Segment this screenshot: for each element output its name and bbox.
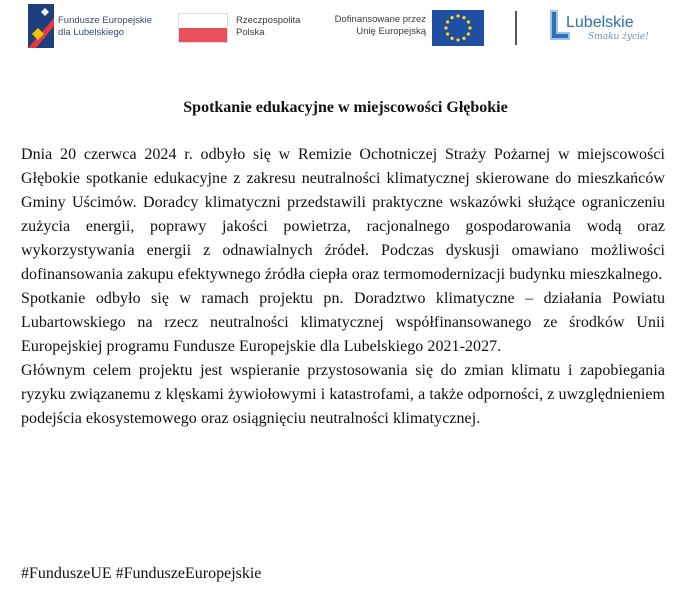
fundusze-logo-line2: dla Lubelskiego — [58, 27, 125, 38]
fundusze-logo-line1: Fundusze Europejskie — [58, 15, 152, 26]
eu-logo-line2: Unię Europejską — [356, 26, 426, 37]
fundusze-europejskie-icon — [28, 4, 54, 48]
fundusze-europejskie-logo — [28, 4, 158, 50]
article-paragraph: Głównym celem projektu jest wspieranie przystosowania się do zmian klimatu i zapobiegania ryzyku związanemu z klęskami żywiołowymi i katastrofami, a także odporności, z uwzględnieniem podejścia ekosystemowego oraz osiągnięciu neutralności klimatycznej. — [21, 362, 665, 427]
logo-divider — [515, 11, 517, 45]
rzeczpospolita-polska-logo — [178, 13, 313, 47]
article-paragraph: Dnia 20 czerwca 2024 r. odbyło się w Remizie Ochotniczej Straży Pożarnej w miejscowości Głębokie spotkanie edukacyjne z zakresu neutralności klimatycznej skierowane do mieszkańców Gminy Uścimów. Doradcy klimatyczni przedstawili praktyczne wskazówki służące ograniczeniu zużycia energii, poprawy jakości powietrza, racjonalnego gospodarowania wodą oraz wykorzystywania energii z odnawialnych źródeł. Podczas dyskusji omawiano możliwości dofinansowania zakupu efektywnego źródła ciepła oraz termomodernizacji budynku mieszkalnego. — [21, 146, 665, 283]
eu-flag-icon — [432, 10, 484, 46]
eu-logo-line1: Dofinansowane przez — [334, 14, 426, 25]
rp-logo-line1: Rzeczpospolita — [236, 15, 301, 26]
article-paragraph: Spotkanie odbyło się w ramach projektu pn. Doradztwo klimatyczne – działania Powiatu Lubartowskiego na rzecz neutralności klimatycznej współfinansowanego ze środków Unii Europejskiej programu Fundusze Europejskie dla Lubelskiego 2021-2027. — [21, 290, 665, 355]
lubelskie-logo — [546, 8, 656, 48]
article-title: Spotkanie edukacyjne w miejscowości Głębokie — [183, 99, 508, 116]
polish-flag-icon — [178, 13, 228, 43]
lubelskie-name: Lubelskie — [566, 14, 634, 31]
hashtags: #FunduszeUE #FunduszeEuropejskie — [21, 565, 262, 582]
lubelskie-tagline: Smaku życie! — [588, 32, 649, 42]
article-body — [21, 143, 665, 431]
eu-funding-logo — [326, 10, 486, 48]
rp-logo-line2: Polska — [236, 27, 265, 38]
logo-bar — [0, 0, 691, 60]
